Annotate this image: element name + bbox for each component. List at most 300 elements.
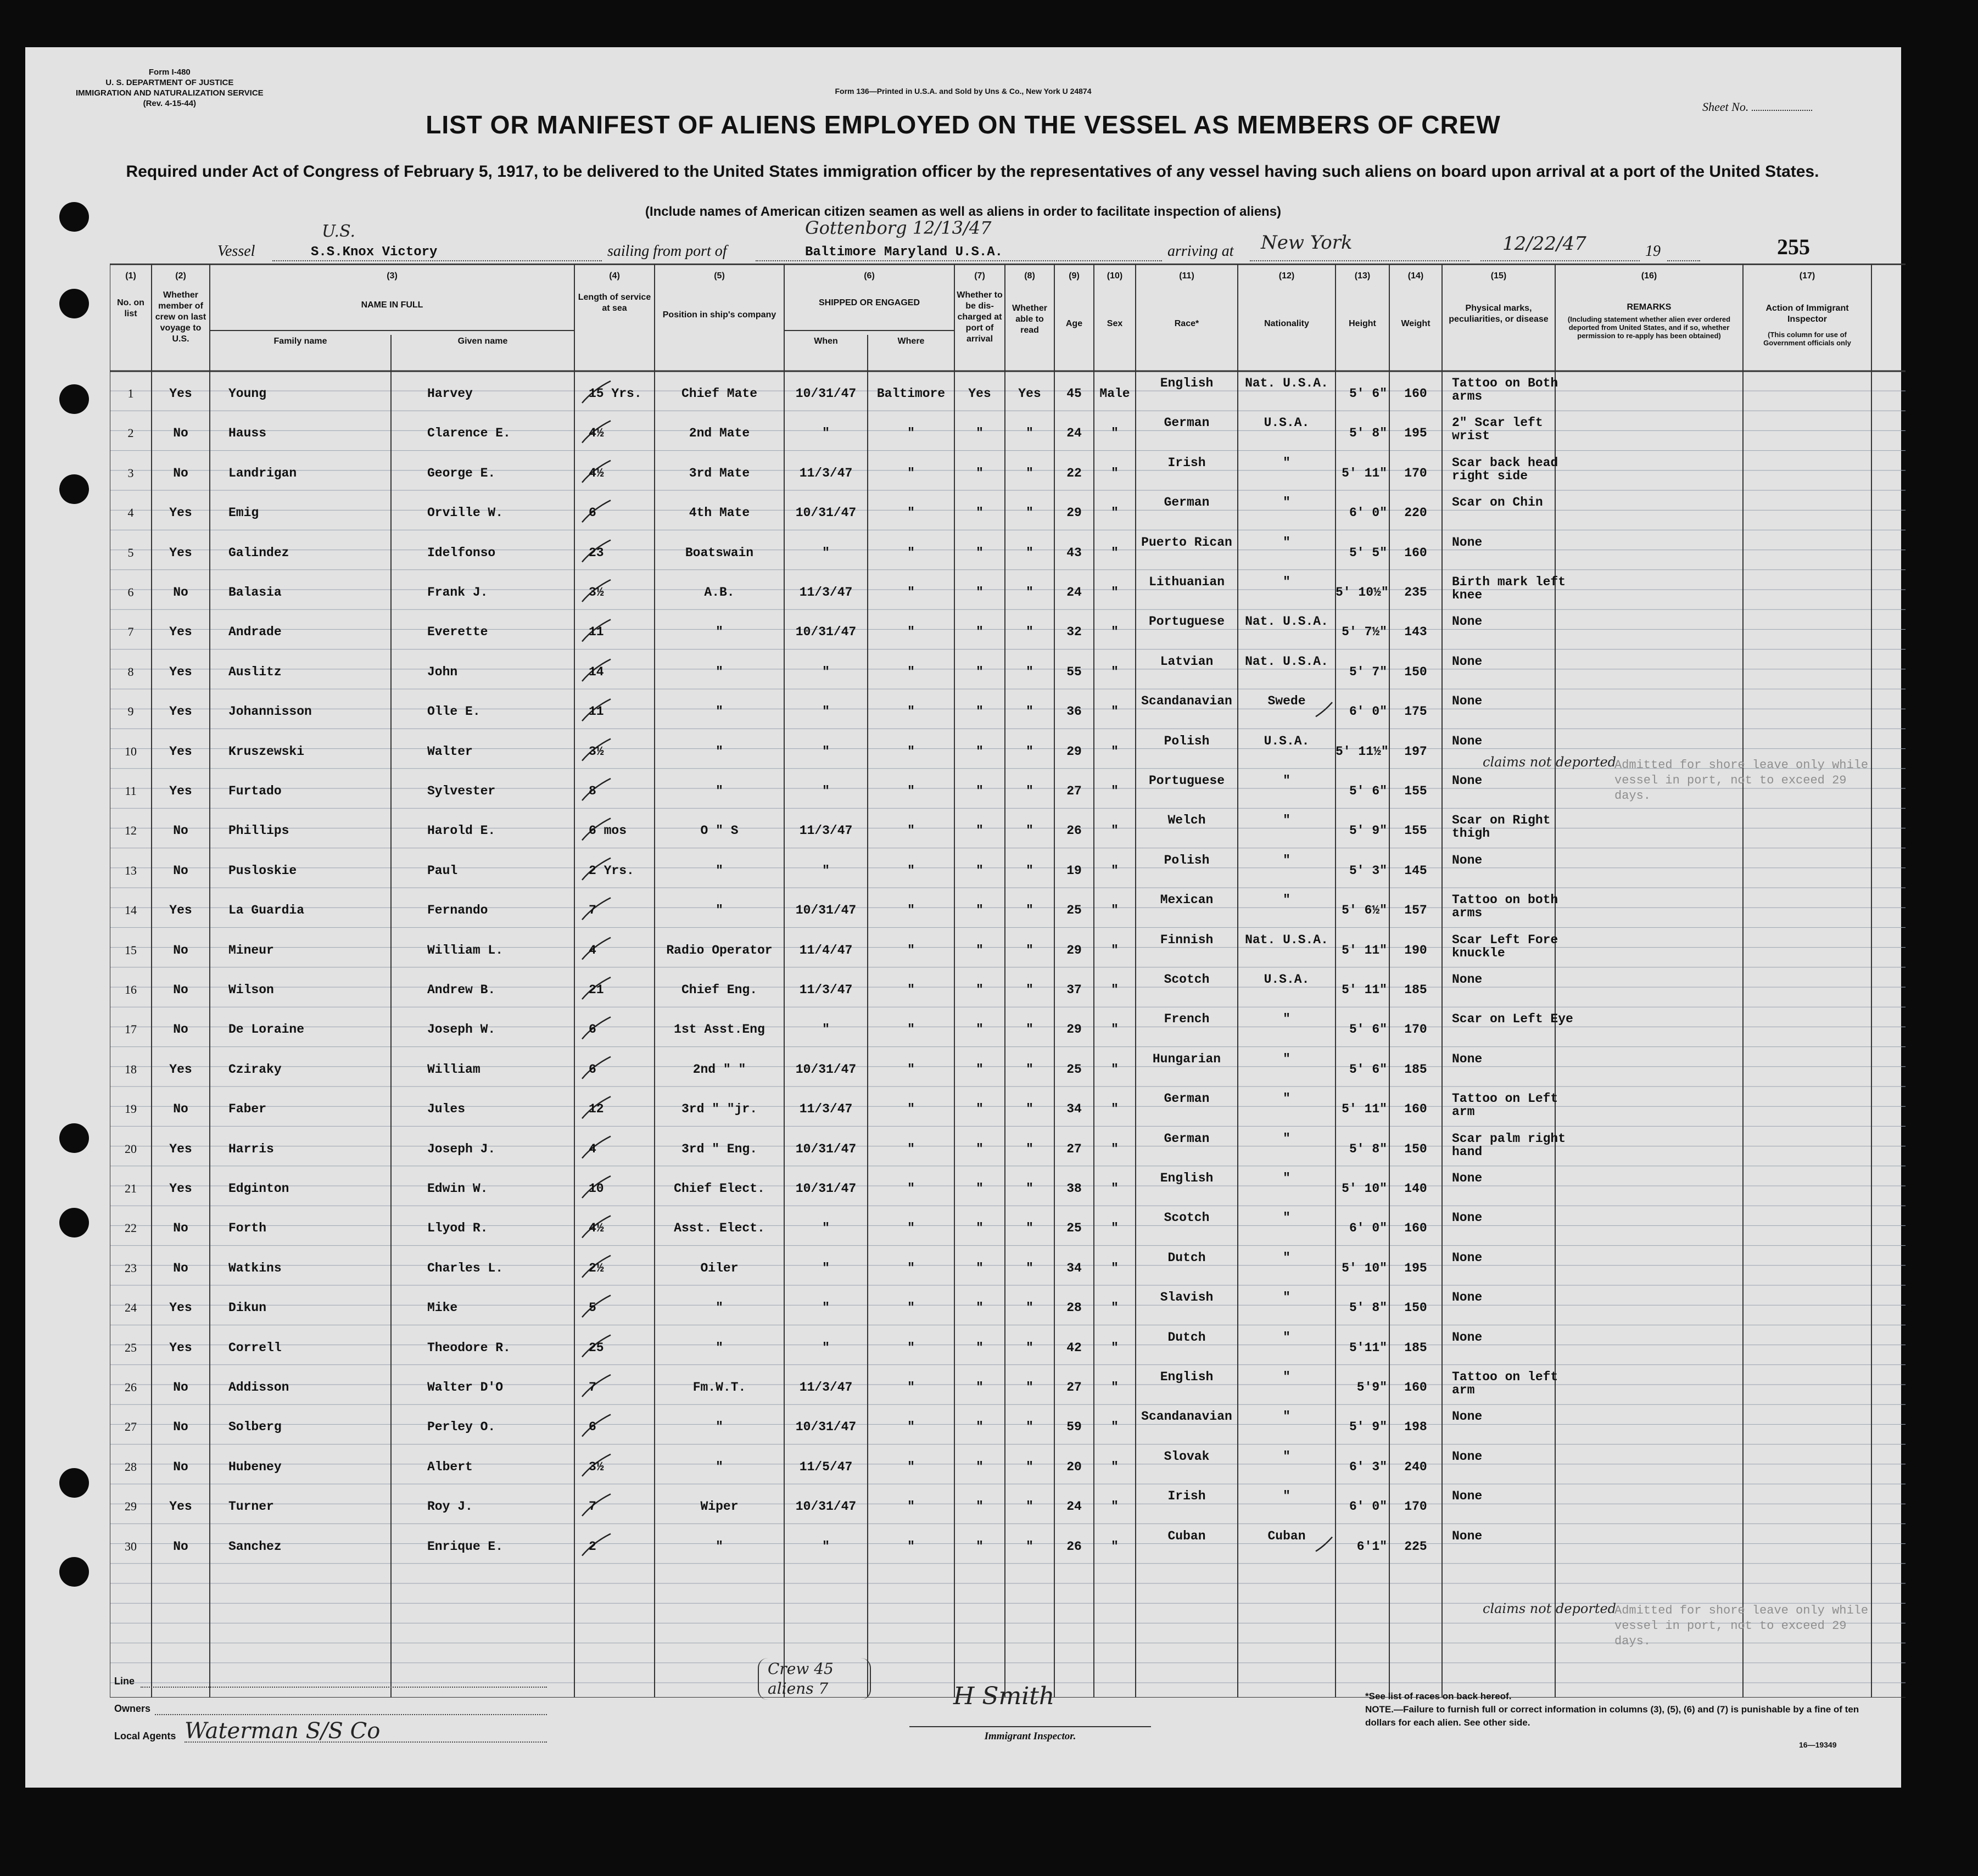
cell-no: 24	[125, 1301, 137, 1315]
cell-no: 29	[125, 1499, 137, 1514]
cell-when: "	[822, 1261, 830, 1275]
cell-race: Portuguese	[1148, 614, 1225, 629]
cell-weight: 235	[1404, 585, 1427, 600]
cell-disch: "	[976, 1539, 984, 1554]
column-number: (12)	[1278, 271, 1295, 281]
cell-given: John	[427, 664, 458, 679]
cell-sex: "	[1111, 983, 1119, 997]
cell-nationality: "	[1283, 1012, 1290, 1027]
cell-read: "	[1026, 664, 1033, 679]
cell-last: No	[173, 1221, 188, 1236]
cell-family: Furtado	[228, 784, 282, 798]
vessel-label: Vessel	[217, 243, 255, 260]
cell-height: 5' 10½"	[1336, 585, 1389, 600]
cell-disch: "	[976, 863, 984, 878]
cell-race: Irish	[1167, 1489, 1206, 1504]
cell-last: Yes	[169, 1340, 192, 1355]
cell-nationality: "	[1283, 1250, 1290, 1265]
cell-disch: "	[976, 704, 984, 719]
cell-race: Dutch	[1167, 1330, 1206, 1345]
cell-last: No	[173, 863, 188, 878]
header-no-on-list: No. on list	[117, 298, 144, 318]
cell-position: "	[716, 744, 723, 759]
cell-marks: Tattoo on Both arms	[1452, 376, 1558, 404]
cell-nationality: "	[1283, 893, 1290, 908]
cell-where: "	[907, 545, 915, 560]
cell-weight: 160	[1404, 1102, 1427, 1117]
cell-height: 5' 11"	[1342, 943, 1387, 957]
cell-no: 2	[127, 426, 134, 440]
column-number: (6)	[864, 271, 875, 281]
cell-position: Boatswain	[685, 545, 754, 560]
cell-given: William L.	[427, 943, 504, 957]
cell-when: "	[822, 426, 830, 441]
cell-service: 15 Yrs.	[589, 387, 642, 401]
cell-where: "	[907, 704, 915, 719]
line-label: Line	[114, 1676, 135, 1687]
cell-service: 6	[589, 1062, 596, 1077]
cell-given: Jules	[427, 1102, 466, 1117]
race-note: *See list of races on back hereof.	[1365, 1691, 1512, 1701]
crew-manifest-table	[110, 264, 1906, 1698]
cell-given: Olle E.	[427, 704, 480, 719]
cell-sex: "	[1111, 943, 1119, 957]
cell-service: 21	[589, 983, 604, 997]
cell-last: No	[173, 1420, 188, 1435]
cell-weight: 155	[1404, 824, 1427, 838]
cell-last: Yes	[169, 545, 192, 560]
cell-when: 11/3/47	[799, 983, 853, 997]
cell-marks: None	[1452, 654, 1483, 669]
punch-hole	[59, 384, 89, 414]
page-title: LIST OR MANIFEST OF ALIENS EMPLOYED ON THE VESSEL AS MEMBERS OF CREW	[426, 110, 1501, 139]
cell-family: Emig	[228, 506, 259, 520]
cell-weight: 190	[1404, 943, 1427, 957]
cell-read: "	[1026, 784, 1033, 798]
row30-stamp: Admitted for shore leave only while vessel in port, not to exceed 29 days.	[1614, 1604, 1869, 1648]
cell-service: 6 mos	[589, 824, 627, 838]
cell-sex: "	[1111, 1340, 1119, 1355]
cell-age: 25	[1066, 903, 1082, 918]
cell-when: 11/3/47	[799, 824, 853, 838]
cell-sex: "	[1111, 664, 1119, 679]
header-shipped-or-engaged: SHIPPED OR ENGAGED	[818, 298, 920, 307]
cell-height: 5' 6"	[1349, 784, 1387, 798]
cell-marks: Birth mark left knee	[1452, 575, 1566, 602]
vessel-name: S.S.Knox Victory	[311, 245, 438, 260]
cell-service: 3½	[589, 744, 604, 759]
cell-height: 6' 0"	[1349, 704, 1387, 719]
cell-weight: 150	[1404, 664, 1427, 679]
cell-service: 7	[589, 903, 596, 918]
column-number: (7)	[974, 271, 985, 281]
cell-race: Dutch	[1167, 1250, 1206, 1265]
sailing-port: Baltimore Maryland U.S.A.	[805, 245, 1003, 260]
cell-age: 29	[1066, 506, 1082, 520]
cell-service: 5	[589, 1301, 596, 1315]
crew-count-note: Crew 45 aliens 7	[758, 1658, 871, 1700]
cell-height: 5' 5"	[1349, 545, 1387, 560]
cell-given: Joseph W.	[427, 1022, 496, 1037]
cell-sex: Male	[1099, 387, 1130, 401]
cell-given: George E.	[427, 466, 496, 480]
cell-family: Galindez	[228, 545, 289, 560]
cell-age: 27	[1066, 784, 1082, 798]
cell-given: Fernando	[427, 903, 488, 918]
cell-service: 2 Yrs.	[589, 863, 634, 878]
cell-where: "	[907, 863, 915, 878]
cell-read: "	[1026, 1499, 1033, 1514]
printer-line: Form 136—Printed in U.S.A. and Sold by Uns & Co., New York U 24874	[835, 87, 1092, 96]
cell-when: 10/31/47	[795, 506, 857, 520]
cell-weight: 150	[1404, 1301, 1427, 1315]
cell-family: Hauss	[228, 426, 267, 441]
cell-where: "	[907, 1539, 915, 1554]
arriving-port: New York	[1261, 232, 1353, 254]
cell-height: 5' 11½"	[1336, 744, 1389, 759]
cell-weight: 155	[1404, 784, 1427, 798]
cell-marks: Tattoo on both arms	[1452, 893, 1558, 921]
cell-last: Yes	[169, 1181, 192, 1196]
cell-service: 11	[589, 625, 604, 640]
column-number: (10)	[1107, 271, 1123, 281]
cell-when: "	[822, 1301, 830, 1315]
cell-when: "	[822, 704, 830, 719]
cell-disch: "	[976, 1420, 984, 1435]
cell-when: 10/31/47	[795, 1141, 857, 1156]
cell-age: 42	[1066, 1340, 1082, 1355]
cell-read: "	[1026, 943, 1033, 957]
cell-last: Yes	[169, 704, 192, 719]
cell-where: "	[907, 1420, 915, 1435]
cell-marks: Scar back head right side	[1452, 455, 1558, 483]
sailing-label: sailing from port of	[607, 243, 727, 260]
cell-nationality: "	[1283, 1409, 1290, 1424]
cell-height: 5' 6"	[1349, 1022, 1387, 1037]
cell-position: O " S	[700, 824, 739, 838]
cell-marks: None	[1452, 1290, 1483, 1305]
cell-height: 5'11"	[1349, 1340, 1387, 1355]
owners-label: Owners	[114, 1703, 151, 1714]
cell-weight: 157	[1404, 903, 1427, 918]
cell-read: "	[1026, 1181, 1033, 1196]
cell-height: 5' 9"	[1349, 824, 1387, 838]
cell-age: 24	[1066, 426, 1082, 441]
cell-family: Pusloskie	[228, 863, 297, 878]
cell-sex: "	[1111, 1022, 1119, 1037]
cell-marks: Tattoo on left arm	[1452, 1370, 1558, 1397]
cell-nationality: "	[1283, 774, 1290, 788]
cell-where: Baltimore	[876, 387, 946, 401]
cell-race: Polish	[1164, 733, 1210, 748]
cell-nationality: "	[1283, 1489, 1290, 1504]
cell-read: "	[1026, 903, 1033, 918]
cell-family: Faber	[228, 1102, 267, 1117]
cell-disch: "	[976, 943, 984, 957]
cell-nationality: Cuban	[1267, 1528, 1306, 1543]
cell-sex: "	[1111, 824, 1119, 838]
cell-weight: 185	[1404, 1062, 1427, 1077]
cell-where: "	[907, 1340, 915, 1355]
cell-position: A.B.	[704, 585, 735, 600]
cell-family: Forth	[228, 1221, 267, 1236]
cell-race: Scotch	[1164, 1211, 1210, 1225]
cell-given: Andrew B.	[427, 983, 496, 997]
cell-where: "	[907, 1301, 915, 1315]
cell-marks: None	[1452, 1409, 1483, 1424]
cell-nationality: "	[1283, 853, 1290, 867]
arrival-date: 12/22/47	[1502, 233, 1586, 255]
cell-no: 20	[125, 1141, 137, 1156]
cell-nationality: "	[1283, 1330, 1290, 1345]
cell-nationality: "	[1283, 1449, 1290, 1464]
cell-family: Wilson	[228, 983, 274, 997]
cell-last: No	[173, 1380, 188, 1395]
cell-disch: "	[976, 1261, 984, 1275]
cell-position: Radio Operator	[666, 943, 773, 957]
cell-when: "	[822, 1340, 830, 1355]
cell-age: 28	[1066, 1301, 1082, 1315]
cell-sex: "	[1111, 863, 1119, 878]
cell-race: Irish	[1167, 455, 1206, 470]
cell-position: "	[716, 1459, 723, 1474]
cell-position: 3rd " "jr.	[681, 1102, 758, 1117]
cell-age: 36	[1066, 704, 1082, 719]
cell-position: "	[716, 784, 723, 798]
cell-last: Yes	[169, 625, 192, 640]
cell-service: 6	[589, 1022, 596, 1037]
cell-family: Andrade	[228, 625, 282, 640]
cell-race: Welch	[1167, 813, 1206, 828]
cell-where: "	[907, 1261, 915, 1275]
cell-weight: 170	[1404, 466, 1427, 480]
cell-disch: "	[976, 1141, 984, 1156]
cell-where: "	[907, 784, 915, 798]
cell-service: 4	[589, 1141, 596, 1156]
cell-where: "	[907, 585, 915, 600]
cell-no: 4	[127, 506, 134, 520]
cell-where: "	[907, 1499, 915, 1514]
cell-when: "	[822, 784, 830, 798]
cell-race: French	[1164, 1012, 1210, 1027]
column-number: (8)	[1024, 271, 1035, 281]
cell-race: Finnish	[1160, 932, 1214, 947]
cell-nationality: Swede	[1267, 694, 1306, 709]
cell-age: 38	[1066, 1181, 1082, 1196]
cell-when: "	[822, 664, 830, 679]
cell-nationality: "	[1283, 1091, 1290, 1106]
cell-disch: "	[976, 1062, 984, 1077]
cell-marks: Scar palm right hand	[1452, 1131, 1566, 1159]
cell-family: Mineur	[228, 943, 274, 957]
cell-sex: "	[1111, 1380, 1119, 1395]
cell-given: Harvey	[427, 387, 473, 401]
header-remarks: REMARKS	[1627, 303, 1672, 312]
cell-race: German	[1164, 1131, 1210, 1146]
cell-last: No	[173, 426, 188, 441]
cell-weight: 170	[1404, 1499, 1427, 1514]
punch-hole	[59, 474, 89, 504]
cell-no: 11	[125, 784, 137, 798]
cell-when: 10/31/47	[795, 1181, 857, 1196]
header-nationality: Nationality	[1264, 319, 1309, 328]
cell-position: "	[716, 1420, 723, 1435]
cell-height: 6' 0"	[1349, 506, 1387, 520]
cell-family: Sanchez	[228, 1539, 282, 1554]
cell-nationality: Nat. U.S.A.	[1245, 614, 1328, 629]
header-physical-marks: Physical marks, peculiarities, or disease	[1449, 304, 1549, 324]
header-discharged: Whether to be dis-charged at port of arrival	[957, 290, 1003, 344]
inspector-label: Immigrant Inspector.	[984, 1731, 1076, 1742]
cell-weight: 143	[1404, 625, 1427, 640]
cell-given: Theodore R.	[427, 1340, 511, 1355]
cell-last: No	[173, 1261, 188, 1275]
cell-marks: None	[1452, 853, 1483, 867]
manifest-page	[25, 47, 1901, 1788]
cell-last: Yes	[169, 506, 192, 520]
cell-age: 59	[1066, 1420, 1082, 1435]
cell-read: "	[1026, 824, 1033, 838]
cell-where: "	[907, 625, 915, 640]
cell-position: 3rd Mate	[689, 466, 750, 480]
cell-read: "	[1026, 1022, 1033, 1037]
cell-height: 5' 11"	[1342, 466, 1387, 480]
cell-no: 7	[127, 625, 134, 639]
cell-position: "	[716, 664, 723, 679]
cell-sex: "	[1111, 585, 1119, 600]
cell-sex: "	[1111, 1301, 1119, 1315]
cell-weight: 198	[1404, 1420, 1427, 1435]
cell-age: 27	[1066, 1141, 1082, 1156]
header-length-of-service: Length of service at sea	[578, 293, 651, 313]
cell-service: 4½	[589, 1221, 604, 1236]
cell-marks: None	[1452, 774, 1483, 788]
cell-read: "	[1026, 1340, 1033, 1355]
cell-given: Walter D'O	[427, 1380, 504, 1395]
cell-race: Puerto Rican	[1141, 535, 1232, 550]
cell-position: Oiler	[700, 1261, 739, 1275]
document-code: 16—19349	[1799, 1740, 1837, 1749]
cell-disch: "	[976, 824, 984, 838]
cell-no: 9	[127, 704, 134, 719]
cell-height: 5' 10"	[1342, 1181, 1387, 1196]
cell-sex: "	[1111, 784, 1119, 798]
column-number: (3)	[387, 271, 398, 281]
cell-disch: "	[976, 1499, 984, 1514]
cell-weight: 195	[1404, 426, 1427, 441]
cell-position: Chief Elect.	[674, 1181, 765, 1196]
cell-service: 7	[589, 1380, 596, 1395]
cell-sex: "	[1111, 1181, 1119, 1196]
cell-nationality: Nat. U.S.A.	[1245, 376, 1328, 390]
cell-service: 2½	[589, 1261, 604, 1275]
cell-last: No	[173, 585, 188, 600]
year-label: 19	[1645, 243, 1661, 260]
cell-no: 19	[125, 1102, 137, 1116]
cell-sex: "	[1111, 1539, 1119, 1554]
cell-disch: "	[976, 903, 984, 918]
cell-family: Correll	[228, 1340, 282, 1355]
cell-disch: "	[976, 625, 984, 640]
cell-family: Solberg	[228, 1420, 282, 1435]
cell-disch: "	[976, 466, 984, 480]
cell-where: "	[907, 943, 915, 957]
cell-service: 25	[589, 1340, 604, 1355]
cell-where: "	[907, 983, 915, 997]
cell-no: 30	[125, 1539, 137, 1553]
punch-hole	[59, 289, 89, 318]
form-identifier: Form I-480 U. S. DEPARTMENT OF JUSTICE IMMIGRATION AND NATURALIZATION SERVICE (Rev. 4-15-44)	[76, 68, 264, 108]
cell-when: "	[822, 1022, 830, 1037]
arriving-label: arriving at	[1167, 243, 1234, 260]
cell-weight: 185	[1404, 983, 1427, 997]
cell-disch: "	[976, 1380, 984, 1395]
header-able-to-read: Whether able to read	[1012, 304, 1047, 335]
cell-sex: "	[1111, 426, 1119, 441]
cell-where: "	[907, 1102, 915, 1117]
cell-position: Chief Eng.	[681, 983, 758, 997]
header-age: Age	[1065, 319, 1083, 328]
cell-last: No	[173, 943, 188, 957]
column-number: (11)	[1179, 271, 1194, 281]
cell-service: 3½	[589, 585, 604, 600]
cell-marks: None	[1452, 972, 1483, 987]
cell-position: 1st Asst.Eng	[674, 1022, 765, 1037]
cell-marks: Tattoo on Left arm	[1452, 1091, 1558, 1119]
cell-read: "	[1026, 506, 1033, 520]
cell-no: 25	[125, 1340, 137, 1354]
cell-family: De Loraine	[228, 1022, 305, 1037]
cell-given: Everette	[427, 625, 488, 640]
cell-given: Roy J.	[427, 1499, 473, 1514]
cell-given: Walter	[427, 744, 473, 759]
cell-race: German	[1164, 416, 1210, 430]
cell-disch: "	[976, 983, 984, 997]
cell-family: Addisson	[228, 1380, 289, 1395]
cell-when: 10/31/47	[795, 903, 857, 918]
column-number: (15)	[1490, 271, 1507, 281]
cell-race: Scandanavian	[1141, 1409, 1232, 1424]
column-number: (5)	[714, 271, 725, 281]
cell-nationality: "	[1283, 535, 1290, 550]
cell-where: "	[907, 824, 915, 838]
column-number: (17)	[1799, 271, 1815, 281]
cell-read: "	[1026, 1221, 1033, 1236]
cell-position: 3rd " Eng.	[681, 1141, 758, 1156]
cell-when: 11/3/47	[799, 466, 853, 480]
cell-where: "	[907, 1221, 915, 1236]
column-number: (4)	[609, 271, 620, 281]
cell-given: Joseph J.	[427, 1141, 496, 1156]
cell-position: "	[716, 625, 723, 640]
cell-nationality: "	[1283, 455, 1290, 470]
cell-weight: 160	[1404, 1221, 1427, 1236]
cell-no: 6	[127, 585, 134, 599]
cell-last: No	[173, 1022, 188, 1037]
cell-service: 6	[589, 506, 596, 520]
cell-disch: "	[976, 1102, 984, 1117]
column-number: (1)	[125, 271, 136, 281]
cell-no: 14	[125, 903, 137, 917]
cell-height: 5' 6½"	[1342, 903, 1387, 918]
cell-read: "	[1026, 744, 1033, 759]
cell-where: "	[907, 903, 915, 918]
cell-height: 5' 8"	[1349, 426, 1387, 441]
cell-marks: None	[1452, 1449, 1483, 1464]
cell-when: 11/4/47	[799, 943, 853, 957]
cell-sex: "	[1111, 1141, 1119, 1156]
cell-sex: "	[1111, 1221, 1119, 1236]
